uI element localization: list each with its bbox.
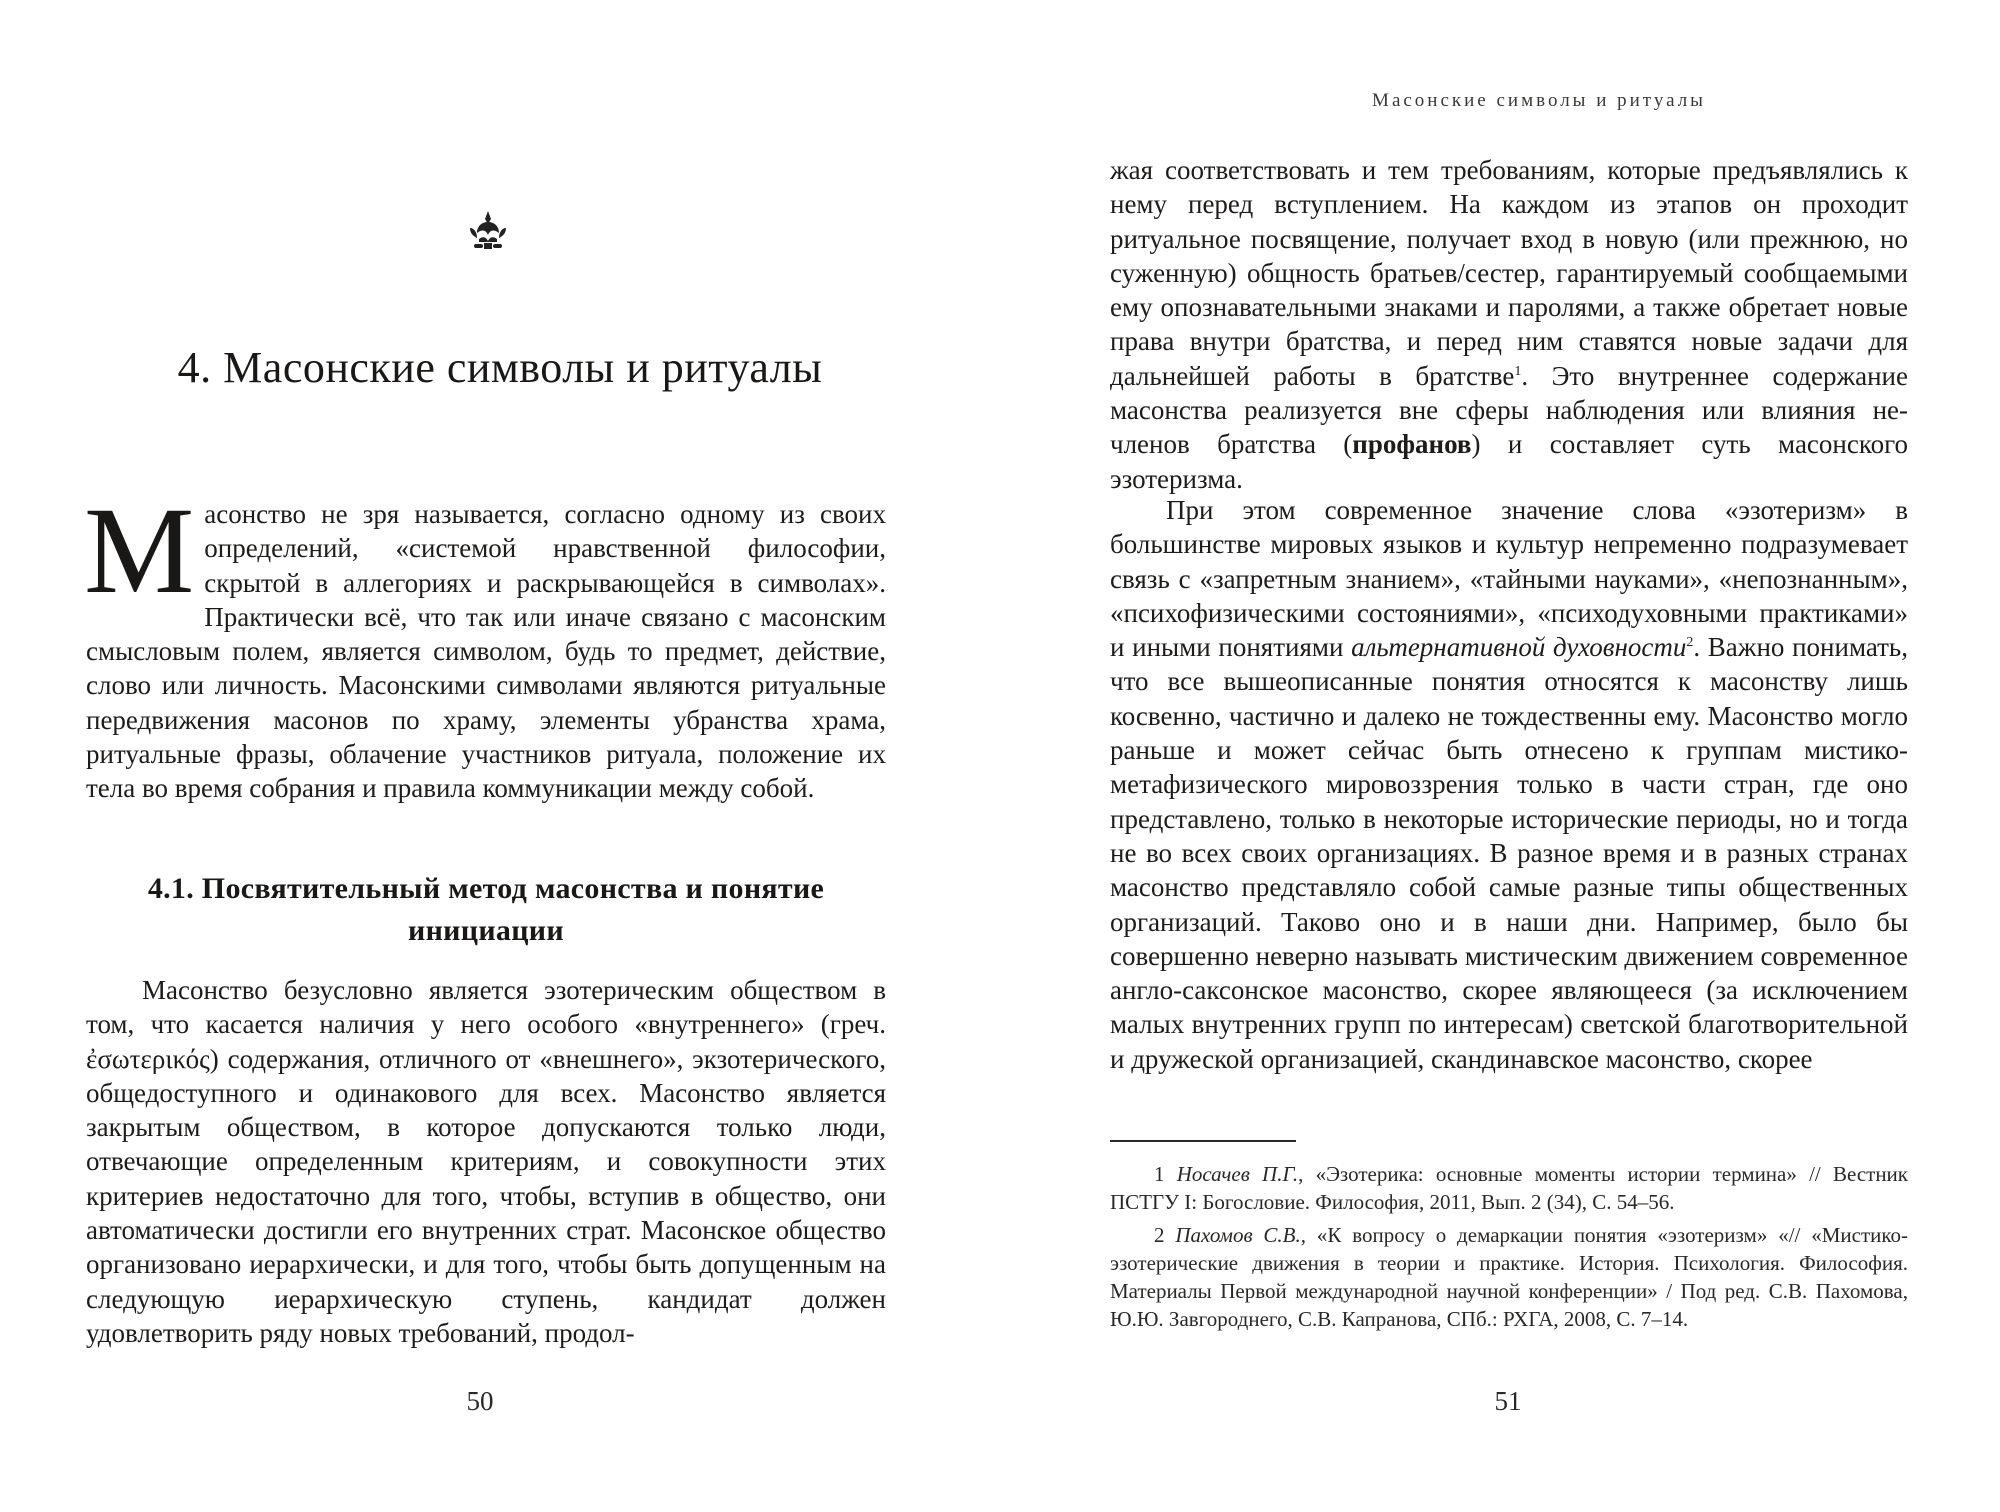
footnote-2 — [1110, 1221, 1908, 1333]
continuation-text-2: . Это внутреннее содержание масонства реализуется вне сферы наблюдения или влияния не-членов братства ( — [1110, 360, 1908, 460]
footnote-author: Пахомов С.В. — [1175, 1223, 1301, 1247]
footnote-text: , «Эзотерика: основные моменты истории термина» // Вестник ПСТГУ I: Богословие. Философия, 2011, Вып. 2 (34), С. 54–56. — [1110, 1162, 1908, 1214]
esoterism-text-1: При этом современное значение слова «эзотеризм» в большинстве мировых языков и культур непременно подразумевает связь с «запретным знанием», «тайными науками», «непознанным», «психофизическими состояниями», «психодуховными практиками» и иными понятиями — [1110, 495, 1908, 663]
footnote-divider — [1110, 1140, 1296, 1142]
continuation-paragraph — [1110, 153, 1908, 496]
intro-text: асонство не зря называется, согласно одному из своих определений, «системой нравственной философии, скрытой в аллегориях и раскрывающейся в символах». Практически всё, что так или иначе связано с масонским смысловым полем, является символом, будь то предмет, действие, слово или личность. Масонскими символами являются ритуальные передвижения масонов по храму, элементы убранства храма, ритуальные фразы, облачение участников ритуала, положение их тела во время собрания и правила коммуникации между собой. — [86, 499, 886, 804]
esoterism-text-2: . Важно понимать, что все вышеописанные понятия относятся к масонству лишь косвенно, частично и далеко не тождественны ему. Масонство могло раньше и может сейчас быть отнесено к группам мистико-метафизического мировоззрения только в части стран, где оно представлено, только в некоторые исторические периоды, но и тогда не во всех своих организациях. В разное время и в разных странах масонство представляло собой самые разные типы общественных организаций. Таково оно и в наши дни. Например, было бы совершенно неверно называть мистическим движением современное англо-саксонское масонство, скорее являющееся (за исключением малых внутренних групп по интересам) светской благотворительной и дружеской организацией, скандинавское масонство, скорее — [1110, 632, 1908, 1074]
footnote-ref-2: 2 — [1686, 635, 1694, 651]
esoterism-paragraph — [1110, 493, 1908, 1076]
footnote-1 — [1110, 1160, 1908, 1216]
fleuron-icon — [466, 208, 510, 252]
section-paragraph: Масонство безусловно является эзотерическим обществом в том, что касается наличия у него особого «внутреннего» (греч. ἐσωτερικός) содержания, отличного от «внешнего», экзотерического, общедоступного и одинакового для всех. Масонство является закрытым обществом, в которое допускаются только люди, отвечающие определенным критериям, и совокупности этих критериев недостаточно для того, чтобы, вступив в общество, они автоматически достигли его внутренних страт. Масонское общество организовано иерархически, и для того, чтобы быть допущенным на следующую иерархическую ступень, кандидат должен удовлетворить ряду новых требований, продол- — [86, 975, 886, 1348]
continuation-text-1: жая соответствовать и тем требованиям, которые предъявлялись к нему перед вступлением. На каждом из этапов он проходит ритуальное посвящение, получает вход в новую (или прежнюю, но суженную) общность братьев/сестер, гарантируемый сообщаемыми ему опознавательными знаками и паролями, а также обретает новые права внутри братства, и перед ним ставятся новые задачи для дальнейшей работы в братстве — [1110, 155, 1908, 391]
page-number-left: 50 — [466, 1386, 494, 1416]
footnote-number: 2 — [1154, 1223, 1165, 1247]
intro-paragraph — [84, 482, 886, 806]
section-title: 4.1. Посвятительный метод масонства и понятие инициации — [147, 872, 825, 947]
footnote-author: Носачев П.Г. — [1176, 1162, 1299, 1186]
page-number-right: 51 — [1494, 1386, 1522, 1416]
footnote-ref-1: 1 — [1514, 363, 1522, 379]
footnote-text: , «К вопросу о демаркации понятия «эзотеризм» «// «Мистико-эзотерические движения в теории и практике. История. Психология. Философия. Материалы Первой международной научной конференции» / Под ред. С.В. Пахомова, Ю.Ю. Завгороднего, С.В. Капранова, СПб.: РХГА, 2008, С. 7–14. — [1110, 1223, 1909, 1331]
footnote-number: 1 — [1154, 1162, 1165, 1186]
drop-cap: М — [84, 482, 195, 619]
continuation-text-3: ) и составляет суть масонского эзотеризма. — [1110, 429, 1908, 494]
italic-term: альтернативной духовности — [1351, 632, 1687, 663]
right-page — [1000, 0, 2000, 1512]
running-head: Масонские символы и ритуалы — [1372, 90, 1706, 111]
bold-term: профанов — [1352, 429, 1472, 460]
chapter-title: 4. Масонские символы и ритуалы — [177, 343, 823, 392]
